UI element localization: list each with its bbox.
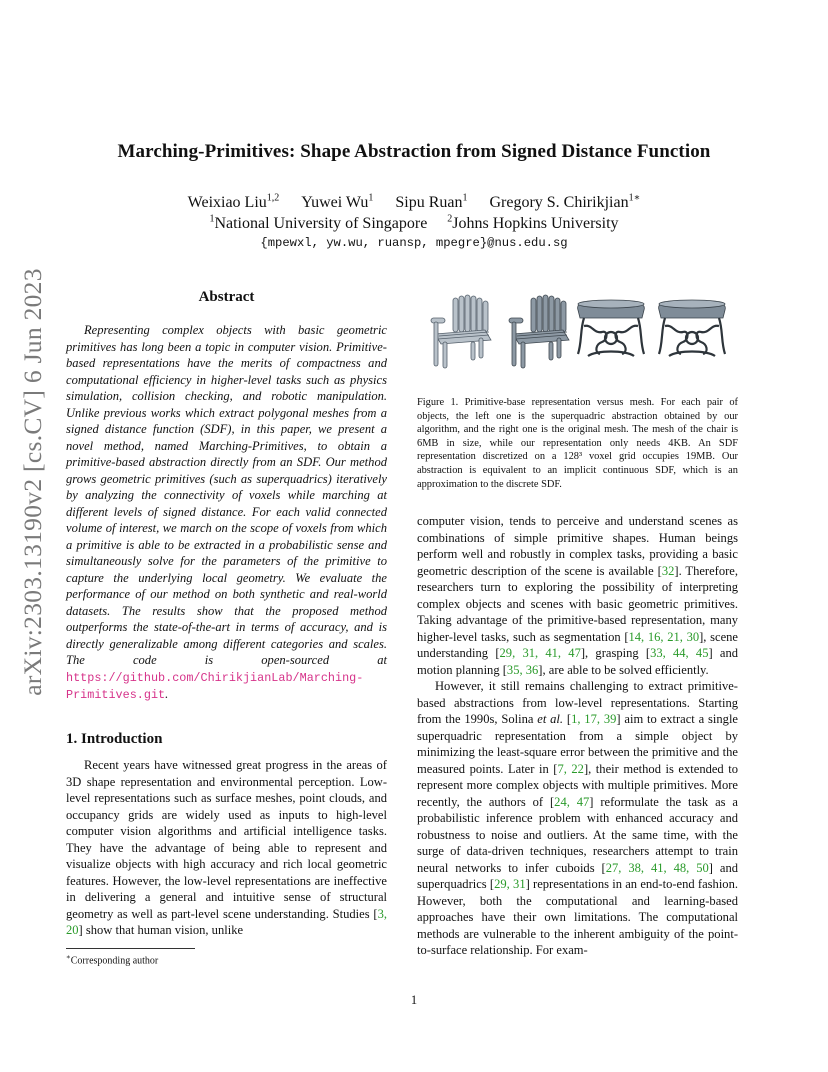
author: Weixiao Liu$^{1,2}$ bbox=[187, 193, 280, 212]
right-column-body bbox=[417, 513, 738, 959]
text-run: [ bbox=[563, 712, 572, 726]
introduction-text: Recent years have witnessed great progress in the areas of 3D shape representation and environmental perception. Low-level representations such as surface meshes, point clouds, and occupancy grids are widely used as inputs to high-level computer vision algorithms and artificial intelligence tasks. They have the advantage of being able to represent and visualize objects with high accuracy and rich local geometric features. However, the low-level representations are ineffective in delivering a general and intuitive sense of structural geometry as well as part-level scene understanding. Studies [3, 20] show that human vision, unlike bbox=[66, 758, 387, 937]
affiliation: $^2$Johns Hopkins University bbox=[447, 214, 619, 233]
footnote-divider bbox=[66, 948, 195, 949]
author-list bbox=[0, 193, 828, 212]
citation-link[interactable]: 24, 47 bbox=[554, 794, 590, 809]
text-run: ], grasping [ bbox=[580, 646, 651, 660]
citation-link[interactable]: 33, 44, 45 bbox=[650, 646, 709, 660]
citation-link[interactable]: 7, 22 bbox=[557, 761, 584, 776]
text-run: ] reformulate the task as a probabilistic inference problem with enhanced accuracy and robustness to noise and outliers. At the same time, with the surge of data-driven techniques, researchers attempt to train neural networks to infer cuboids [ bbox=[417, 794, 738, 875]
text-run: ]. Therefore, researchers turn to exploring the possibility of interpreting complex objects and scenes with basic geometric primitives. Taking advantage of the primitive-based representation, many higher-level tasks, such as segmentation [ bbox=[417, 563, 738, 644]
text-run: ] representations in an end-to-end fashion. However, both the computational and learning-based approaches have their own limitations. The computational methods are vulnerable to the inherent ambiguity of the point-to-surface relationship. For exam- bbox=[417, 877, 738, 957]
author: Yuwei Wu$^1$ bbox=[301, 193, 374, 212]
citation-link[interactable]: 27, 38, 41, 48, 50 bbox=[605, 860, 709, 875]
citation-link[interactable]: 1, 17, 39 bbox=[571, 712, 617, 726]
affiliation: $^1$National University of Singapore bbox=[209, 214, 428, 233]
footnote: ∗Corresponding author bbox=[66, 953, 159, 967]
author: Sipu Ruan$^1$ bbox=[395, 193, 468, 212]
section-heading-introduction: 1. Introduction bbox=[66, 731, 163, 747]
citation-link[interactable]: 29, 31, 41, 47 bbox=[499, 646, 581, 660]
page-number: 1 bbox=[410, 993, 418, 1007]
figure-1 bbox=[417, 290, 738, 390]
arxiv-sidebar bbox=[13, 268, 53, 696]
affiliation-list bbox=[0, 214, 828, 233]
citation-link[interactable]: 14, 16, 21, 30 bbox=[628, 629, 700, 644]
text-run: ] and superquadrics [ bbox=[417, 860, 739, 891]
inline-italic: et al. bbox=[537, 712, 564, 726]
citation-link[interactable]: 35, 36 bbox=[506, 662, 539, 677]
superquadric-chair-icon bbox=[425, 290, 497, 370]
text-run: However, it still remains challenging to extract primitive-based abstractions from low-level representations. Starting from the 1990s, Solina bbox=[417, 679, 738, 726]
figure-caption: Figure 1. Primitive-base representation versus mesh. For each pair of objects, the left one is the superquadric abstraction obtained by our algorithm, and the right one is the original mesh. The mesh of the chair is 6MB in size, while our representation only needs 4KB. An SDF representation discretized on a 128³ voxel grid occupies 19MB. Our abstraction is equivalent to an implicit continuous SDF, which is an approximation to the discrete SDF. bbox=[417, 397, 738, 490]
text-run: ] aim to extract a single superquadric representation from a simple object by minimizing the least-square error between the primitive and the measured points. Later in [ bbox=[417, 712, 738, 776]
author: Gregory S. Chirikjian$^{1∗}$ bbox=[489, 193, 641, 212]
code-url-link[interactable]: https://github.com/ChirikjianLab/Marching-Primitives.git bbox=[66, 670, 364, 702]
citation-link[interactable]: 29, 31 bbox=[494, 877, 526, 891]
text-run: computer vision, tends to perceive and understand scenes as combinations of simple primitive shapes. Human beings perform well and robustly in complex tasks, providing a basic geometric description of the scene is available [ bbox=[417, 514, 738, 578]
text-run: ], their method is extended to represent more complex objects with multiple primitives. More recently, the authors of [ bbox=[417, 761, 739, 809]
citation-link[interactable]: 3, 20 bbox=[66, 906, 387, 937]
paper-title: Marching-Primitives: Shape Abstraction from Signed Distance Function bbox=[117, 141, 711, 162]
author-emails: {mpewxl, yw.wu, ruansp, mpegre}@nus.edu.sg bbox=[260, 236, 568, 250]
mesh-table-icon bbox=[653, 290, 731, 370]
text-run: ], scene understanding [ bbox=[417, 629, 738, 660]
superquadric-table-icon bbox=[572, 290, 650, 370]
text-run: ] and motion planning [ bbox=[417, 646, 739, 677]
abstract-heading: Abstract bbox=[198, 289, 255, 305]
mesh-chair-icon bbox=[503, 290, 575, 370]
text-run: ], are able to be solved efficiently. bbox=[538, 662, 709, 677]
paragraph bbox=[417, 678, 738, 959]
abstract-text: Representing complex objects with basic geometric primitives has long been a topic in computer vision. Primitive-based representations have the merits of compactness and computational efficiency in higher-level tasks such as physics simulation, collision checking, and robotic manipulation. Unlike previous works which extract polygonal meshes from a signed distance function (SDF), in this paper, we present a novel method, named Marching-Primitives, to obtain a primitive-based abstraction directly from an SDF. Our method grows geometric primitives (such as superquadrics) iteratively by analyzing the connectivity of voxels while marching at different levels of signed distance. For each valid connected volume of interest, we march on the scope of voxels from which a primitive is able to be extracted in a probabilistic sense and simultaneously solve for the parameters of the primitive to capture the underlying local geometry. We evaluate the performance of our method on both synthetic and real-world datasets. The results show that the proposed method outperforms the state-of-the-art in terms of accuracy, and is directly generalizable among different categories and scales. The code is open-sourced at https://github.com/ChirikjianLab/Marching-Primitives.git. bbox=[66, 323, 387, 702]
citation-link[interactable]: 32 bbox=[661, 563, 675, 578]
paragraph bbox=[417, 513, 738, 678]
arxiv-identifier: arXiv:2303.13190v2 [cs.CV] 6 Jun 2023 bbox=[18, 268, 47, 696]
